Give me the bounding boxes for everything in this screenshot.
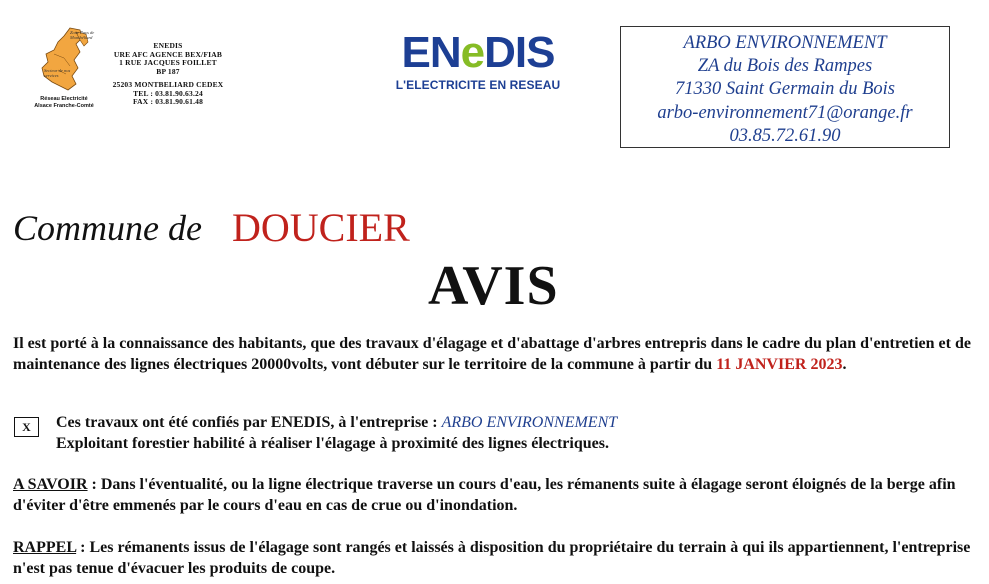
enedis-word-part2: e xyxy=(460,28,485,77)
contractor-name: ARBO ENVIRONNEMENT xyxy=(683,33,887,53)
assignment-company: ARBO ENVIRONNEMENT xyxy=(441,414,618,431)
commune-name: DOUCIER xyxy=(232,205,410,250)
enedis-address-block xyxy=(108,42,228,107)
map-caption-mid: Secteur de nos services xyxy=(44,68,71,78)
enedis-bp: BP 187 xyxy=(156,66,180,76)
enedis-tel: TEL : 03.81.90.63.24 xyxy=(133,88,203,98)
intro-end: . xyxy=(842,356,847,373)
savoir-label: A SAVOIR xyxy=(13,476,88,493)
map-caption-bottom-1: Réseau Electricité xyxy=(40,96,88,102)
enedis-tagline: L'ELECTRICITE EN RESEAU xyxy=(395,78,561,92)
enedis-fax: FAX : 03.81.90.61.48 xyxy=(132,97,204,106)
region-map-logo xyxy=(30,24,105,119)
intro-paragraph xyxy=(13,333,973,375)
enedis-wordmark xyxy=(386,30,570,76)
rappel-text: : Les rémanents issus de l'élagage sont rangés et laissés à disposition du propriétaire du terrain à qui ils appartiennent, l'entreprise n'est pas tenue d'évacuer les produits de coupe. xyxy=(13,539,971,577)
contractor-email: arbo-environnement71@orange.fr xyxy=(657,102,913,123)
savoir-text: : Dans l'éventualité, ou la ligne électrique traverse un cours d'eau, les rémanents suite à élagage seront éloignés de la berge afin d'éviter d'être emmenés par le cours d'eau en cas de crue ou d'inondation. xyxy=(13,476,956,514)
notice-title: AVIS xyxy=(428,255,559,317)
intro-date: 11 JANVIER 2023 xyxy=(716,356,843,373)
enedis-logo xyxy=(386,30,570,100)
enedis-word-part3: DIS xyxy=(484,28,555,77)
enedis-name: ENEDIS xyxy=(153,41,183,50)
map-caption-bottom-2: Alsace Franche-Comté xyxy=(34,103,94,109)
enedis-city: 25203 MONTBELIARD CEDEX xyxy=(112,80,224,89)
contractor-checkbox: X xyxy=(14,417,39,437)
rappel-label: RAPPEL xyxy=(13,539,77,556)
assignment-line2: Exploitant forestier habilité à réaliser l'élagage à proximité des lignes électriques. xyxy=(56,435,609,452)
map-caption-top: Zone Pays de Montbéliard xyxy=(70,30,95,40)
savoir-paragraph xyxy=(13,474,973,516)
enedis-street: 1 RUE JACQUES FOILLET xyxy=(119,58,217,67)
rappel-paragraph xyxy=(13,537,973,579)
contractor-address-1: ZA du Bois des Rampes xyxy=(697,56,873,77)
contractor-address-2: 71330 Saint Germain du Bois xyxy=(675,79,895,100)
assignment-paragraph xyxy=(56,412,956,454)
contractor-phone: 03.85.72.61.90 xyxy=(729,125,841,146)
enedis-agency: URE AFC AGENCE BEX/FIAB xyxy=(113,49,223,59)
commune-label: Commune de xyxy=(13,208,202,248)
enedis-word-part1: EN xyxy=(401,28,461,77)
assignment-text: Ces travaux ont été confiés par ENEDIS, à l'entreprise : xyxy=(56,414,442,431)
intro-text: Il est porté à la connaissance des habitants, que des travaux d'élagage et d'abattage d'arbres entrepris dans le cadre du plan d'entretien et de maintenance des lignes électriques 20000volts, vont débuter sur le territoire de la commune à partir du xyxy=(13,335,971,373)
contractor-box xyxy=(620,26,950,148)
